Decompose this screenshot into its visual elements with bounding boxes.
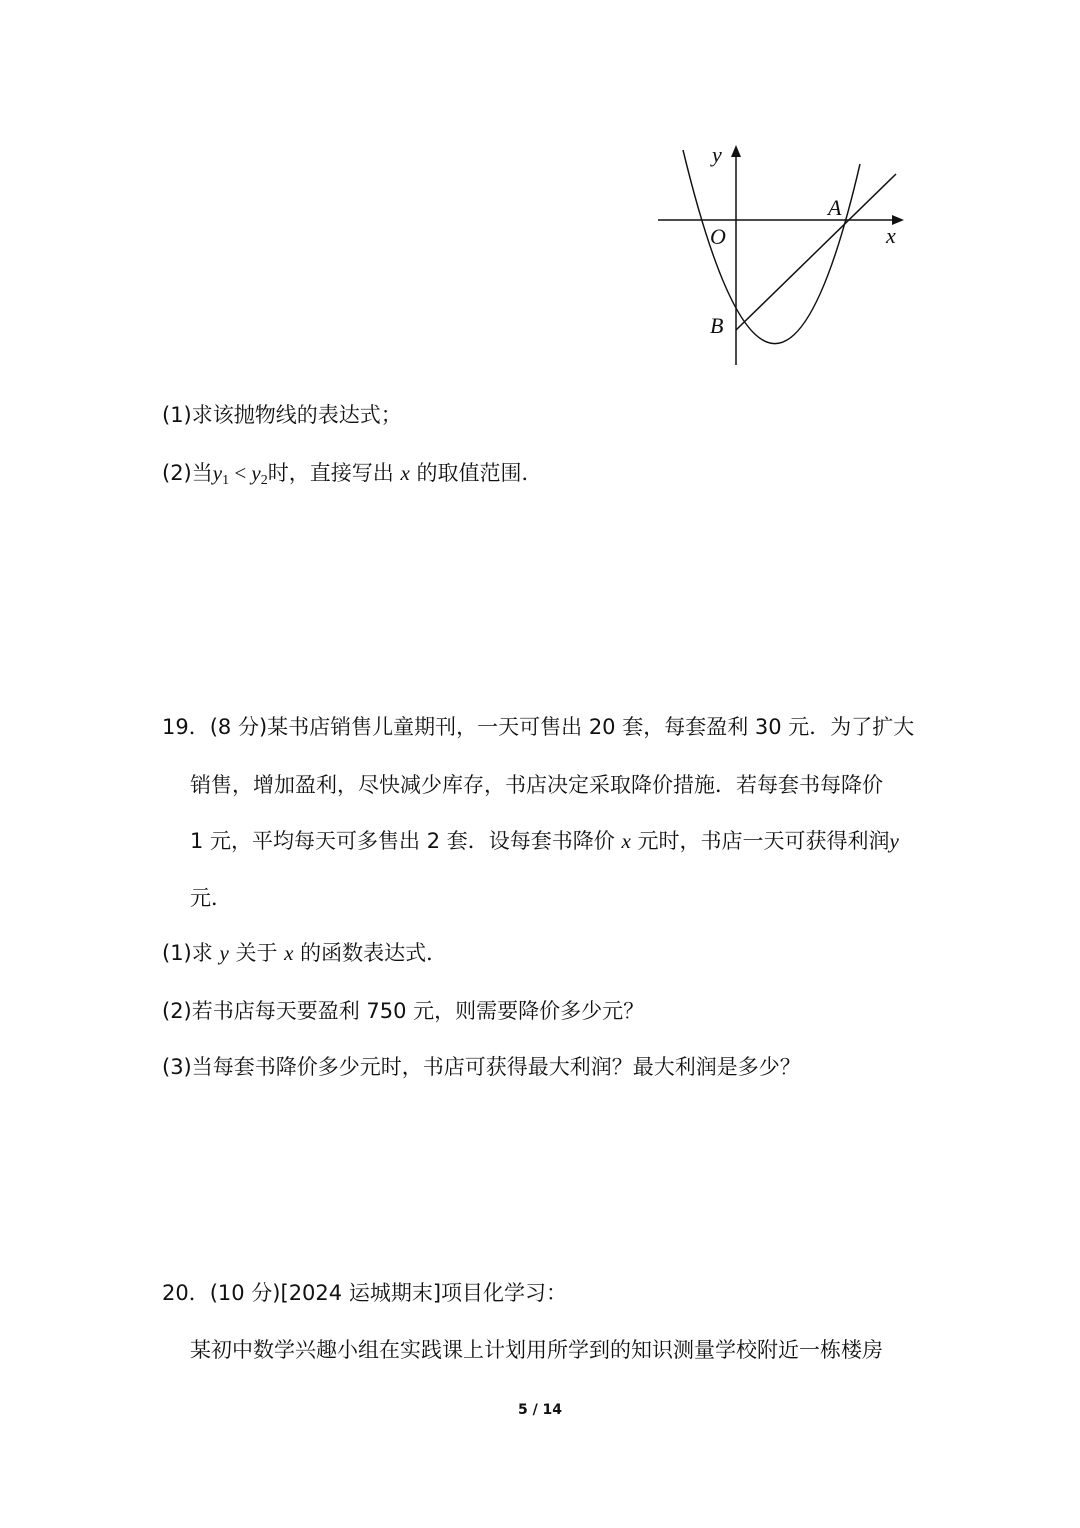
q19-line3	[190, 826, 899, 856]
q19-line3-y: y	[889, 829, 899, 853]
q19-part1-b: 关于	[235, 941, 278, 965]
q18-part2-mid: 时，直接写出	[267, 461, 394, 485]
q18-y1-var: y	[212, 461, 223, 485]
q20-line2: 某初中数学兴趣小组在实践课上计划用所学到的知识测量学校附近一栋楼房	[190, 1338, 883, 1362]
q19-line4: 元．	[190, 886, 232, 910]
q18-x-var: x	[400, 461, 410, 485]
q19-part2: (2)若书店每天要盈利 750 元，则需要降价多少元？	[162, 999, 645, 1023]
q19-part1	[162, 938, 447, 968]
y-axis-arrow	[731, 145, 741, 157]
q20-line1: 20．(10 分)[2024 运城期末]项目化学习：	[162, 1281, 568, 1305]
q18-y2-var: y	[251, 461, 261, 485]
q18-lt: <	[229, 461, 252, 485]
point-a-label: A	[828, 195, 842, 220]
point-b-label: B	[710, 313, 724, 338]
q18-y2-sub: 2	[260, 473, 268, 488]
y-axis-label: y	[712, 142, 722, 167]
q19-line2: 销售，增加盈利，尽快减少库存，书店决定采取降价措施．若每套书每降价	[190, 773, 883, 797]
parabola-line-graph	[650, 140, 920, 380]
q19-line3-x: x	[621, 829, 631, 853]
origin-label: O	[710, 224, 726, 249]
q18-part2-prefix: (2)当	[162, 461, 213, 485]
page-number: 5 / 14	[517, 1402, 563, 1418]
q19-part1-x: x	[284, 941, 294, 965]
q19-part1-c: 的函数表达式．	[300, 941, 448, 965]
q18-y1-sub: 1	[222, 473, 230, 488]
q19-part1-a: (1)求	[162, 941, 213, 965]
q19-part1-y: y	[219, 941, 229, 965]
q19-part3: (3)当每套书降价多少元时，书店可获得最大利润？最大利润是多少？	[162, 1055, 801, 1079]
q18-part2	[162, 458, 542, 496]
q19-line3-b: 元时，书店一天可获得利润	[637, 829, 890, 853]
q19-line3-a: 1 元，平均每天可多售出 2 套．设每套书降价	[190, 829, 615, 853]
q19-line1: 19．(8 分)某书店销售儿童期刊，一天可售出 20 套，每套盈利 30 元．为了扩大	[162, 715, 915, 739]
x-axis-label: x	[886, 223, 896, 248]
q18-part2-end: 的取值范围．	[416, 461, 543, 485]
line-ab	[736, 174, 896, 330]
q18-part1: (1)求该抛物线的表达式；	[162, 403, 402, 427]
